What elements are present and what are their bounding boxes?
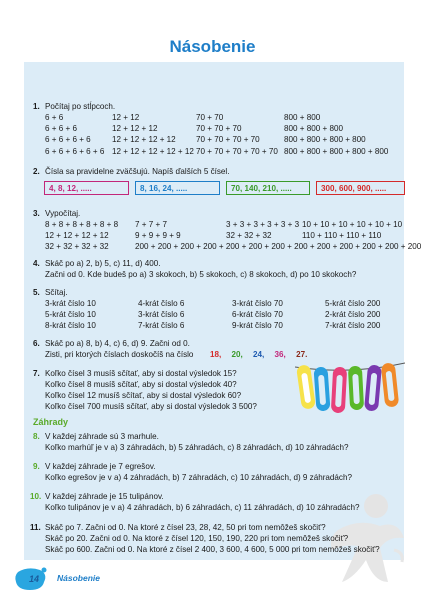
calc-cell: 32 + 32 + 32 + 32	[45, 242, 109, 251]
sum-row	[45, 112, 405, 123]
target-number: 36,	[274, 350, 286, 359]
calc-cell: 200 + 200 + 200 + 200 + 200 + 200 + 200 + 200 + 200 + 200 + 200 + 200 + 200	[135, 242, 422, 251]
sum-cell: 70 + 70	[196, 113, 224, 122]
calc-cell: 32 + 32 + 32	[226, 231, 272, 240]
calc-cell: 7 + 7 + 7	[135, 220, 167, 229]
sum-cell: 12 + 12 + 12 + 12 + 12	[112, 147, 194, 156]
target-numbers	[210, 349, 307, 360]
sum-cell: 800 + 800 + 800 + 800 + 800	[284, 147, 389, 156]
exercise-4	[0, 258, 425, 282]
sum-cell: 9-krát číslo 70	[232, 321, 283, 330]
exercise-5	[0, 287, 425, 333]
sequence-text: 300, 600, 900, .....	[321, 184, 387, 193]
sum-cell: 800 + 800 + 800 + 800	[284, 135, 366, 144]
calc-cell: 9 + 9 + 9 + 9	[135, 231, 181, 240]
exercise-text: Koľko čísel 3 musíš sčítať, aby si dostal výsledok 15?	[45, 369, 237, 378]
exercise-3	[0, 208, 425, 253]
exercise-text: Skáč po 20. Začni od 0. Na ktoré z čísel 120, 150, 190, 220 pri tom nemôžeš skočiť?	[45, 534, 349, 543]
sum-cell: 70 + 70 + 70 + 70	[196, 135, 260, 144]
exercise-text: Skáč po a) 8, b) 4, c) 6, d) 9. Začni od 0.	[45, 339, 190, 348]
exercise-text: Koľko čísel 12 musíš sčítať, aby si dostal výsledok 60?	[45, 391, 242, 400]
sequence-text: 4, 8, 12, .....	[49, 184, 92, 193]
sum-cell: 70 + 70 + 70	[196, 124, 242, 133]
exercise-number: 5.	[33, 288, 40, 297]
exercise-number: 2.	[33, 167, 40, 176]
exercise-number: 11.	[30, 523, 41, 532]
exercise-text: Skáč po 600. Začni od 0. Na ktoré z čísel 2 400, 3 600, 4 600, 5 000 pri tom nemôžeš skočiť?	[45, 545, 380, 554]
calc-cell: 110 + 110 + 110 + 110	[302, 231, 382, 240]
section-heading: Záhrady	[33, 417, 69, 427]
sum-cell: 70 + 70 + 70 + 70 + 70	[196, 147, 278, 156]
exercise-number: 4.	[33, 259, 40, 268]
sum-cell: 4-krát číslo 6	[138, 299, 185, 308]
calc-cell: 12 + 12 + 12 + 12	[45, 231, 109, 240]
calc-cell: 8 + 8 + 8 + 8 + 8 + 8	[45, 220, 119, 229]
sum-cell: 800 + 800	[284, 113, 321, 122]
target-number: 24,	[253, 350, 265, 359]
exercise-11	[0, 522, 425, 558]
exercise-instruction: Sčítaj.	[45, 288, 68, 297]
sum-cell: 3-krát číslo 10	[45, 299, 96, 308]
exercise-number: 10.	[30, 492, 42, 501]
calc-cell: 10 + 10 + 10 + 10 + 10 + 10	[302, 220, 403, 229]
exercise-2	[0, 166, 425, 202]
exercise-text: Koľko marhúľ je v a) 3 záhradách, b) 5 záhradách, c) 8 záhradách, d) 10 záhradách?	[45, 443, 349, 452]
exercise-number: 6.	[33, 339, 40, 348]
exercise-text: V každej záhrade sú 3 marhule.	[45, 432, 159, 441]
exercise-9	[0, 461, 425, 485]
sum-cell: 6 + 6 + 6 + 6	[45, 135, 91, 144]
sum-cell: 3-krát číslo 6	[138, 310, 185, 319]
sum-cell: 5-krát číslo 10	[45, 310, 96, 319]
page-title: Násobenie	[169, 37, 256, 56]
target-number: 27.	[296, 350, 308, 359]
sum-row	[45, 146, 405, 157]
sum-cell: 6 + 6 + 6 + 6 + 6	[45, 147, 105, 156]
exercise-number: 3.	[33, 209, 40, 218]
sum-cell: 6 + 6	[45, 113, 64, 122]
footer-title: Násobenie	[57, 573, 100, 583]
clothespins-on-line-icon	[295, 355, 405, 420]
sum-cell: 7-krát číslo 6	[138, 321, 185, 330]
sum-cell: 6 + 6 + 6	[45, 124, 77, 133]
sum-cell: 800 + 800 + 800	[284, 124, 343, 133]
exercise-text: V každej záhrade je 7 egrešov.	[45, 462, 156, 471]
exercise-text: Skáč po a) 2, b) 5, c) 11, d) 400.	[45, 259, 161, 268]
sequence-box[interactable]	[226, 181, 310, 195]
exercise-text: Začni od 0. Kde budeš po a) 3 skokoch, b) 5 skokoch, c) 8 skokoch, d) po 10 skokoch?	[45, 270, 357, 279]
exercise-number: 1.	[33, 102, 40, 111]
target-number: 18,	[210, 350, 222, 359]
sequence-box[interactable]	[316, 181, 405, 195]
sequence-boxes	[44, 181, 394, 195]
exercise-text: V každej záhrade je 15 tulipánov.	[45, 492, 164, 501]
sum-cell: 12 + 12	[112, 113, 140, 122]
exercise-text: Skáč po 7. Začni od 0. Na ktoré z čísel 23, 28, 42, 50 pri tom nemôžeš skočiť?	[45, 523, 326, 532]
sum-cell: 3-krát číslo 70	[232, 299, 283, 308]
exercise-text: Koľko tulipánov je v a) 4 záhradách, b) 6 záhradách, c) 11 záhradách, d) 10 záhradách?	[45, 503, 360, 512]
exercise-number: 8.	[33, 432, 40, 441]
sum-cell: 6-krát číslo 70	[232, 310, 283, 319]
sum-cell: 7-krát číslo 200	[325, 321, 381, 330]
sequence-box[interactable]	[135, 181, 220, 195]
sum-row	[45, 134, 405, 145]
exercise-number: 7.	[33, 369, 40, 378]
exercise-instruction: Počítaj po stĺpcoch.	[45, 102, 116, 111]
exercise-text: Koľko egrešov je v a) 4 záhradách, b) 7 záhradách, c) 10 záhradách, d) 9 záhradách?	[45, 473, 352, 482]
sequence-box[interactable]	[44, 181, 129, 195]
page-number: 14	[29, 574, 40, 584]
exercise-number: 9.	[33, 462, 40, 471]
sum-cell: 2-krát číslo 200	[325, 310, 381, 319]
exercise-text: Koľko čísel 700 musíš sčítať, aby si dostal výsledok 3 500?	[45, 402, 257, 411]
exercise-text: Koľko čísel 8 musíš sčítať, aby si dostal výsledok 40?	[45, 380, 237, 389]
sequence-text: 70, 140, 210, .....	[231, 184, 292, 193]
exercise-1	[0, 101, 425, 161]
exercise-instruction: Vypočítaj.	[45, 209, 81, 218]
exercise-8	[0, 431, 425, 455]
calc-cell: 3 + 3 + 3 + 3 + 3 + 3	[226, 220, 300, 229]
exercise-text: Zisti, pri ktorých číslach doskočíš na číslo	[45, 350, 194, 359]
sequence-text: 8, 16, 24, .....	[140, 184, 188, 193]
target-number: 20,	[231, 350, 243, 359]
sum-cell: 8-krát číslo 10	[45, 321, 96, 330]
exercise-instruction: Čísla sa pravidelne zväčšujú. Napíš ďalších 5 čísel.	[45, 167, 230, 176]
sum-cell: 5-krát číslo 200	[325, 299, 381, 308]
sum-cell: 12 + 12 + 12 + 12	[112, 135, 176, 144]
sum-cell: 12 + 12 + 12	[112, 124, 158, 133]
sum-row	[45, 123, 405, 134]
